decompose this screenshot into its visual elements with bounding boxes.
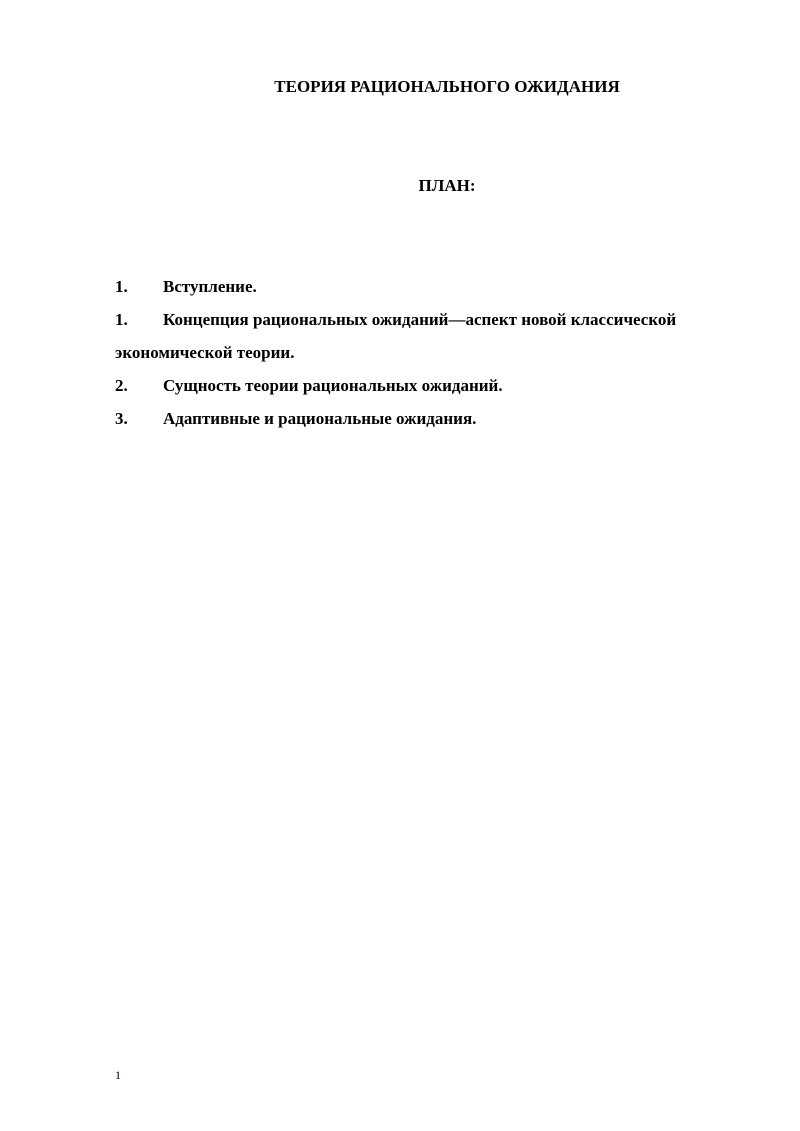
plan-item-essence xyxy=(115,369,740,402)
plan-item-concept xyxy=(115,303,740,369)
plan-item-adaptive xyxy=(115,402,740,435)
plan-item-text: Концепция рациональных ожиданий—аспект новой классической экономической теории. xyxy=(115,310,677,362)
page-number: 1 xyxy=(115,1068,121,1082)
plan-item-introduction xyxy=(115,270,740,303)
plan-item-number: 3. xyxy=(115,409,128,428)
plan-item-text: Адаптивные и рациональные ожидания. xyxy=(163,409,477,428)
plan-item-number: 1. xyxy=(115,277,128,296)
plan-item-text: Вступление. xyxy=(163,277,257,296)
document-title: ТЕОРИЯ РАЦИОНАЛЬНОГО ОЖИДАНИЯ xyxy=(274,77,620,96)
plan-list xyxy=(115,270,740,435)
plan-item-number: 2. xyxy=(115,376,128,395)
plan-heading: ПЛАН: xyxy=(418,176,476,195)
plan-item-number: 1. xyxy=(115,310,128,329)
plan-item-text: Сущность теории рациональных ожиданий. xyxy=(163,376,503,395)
